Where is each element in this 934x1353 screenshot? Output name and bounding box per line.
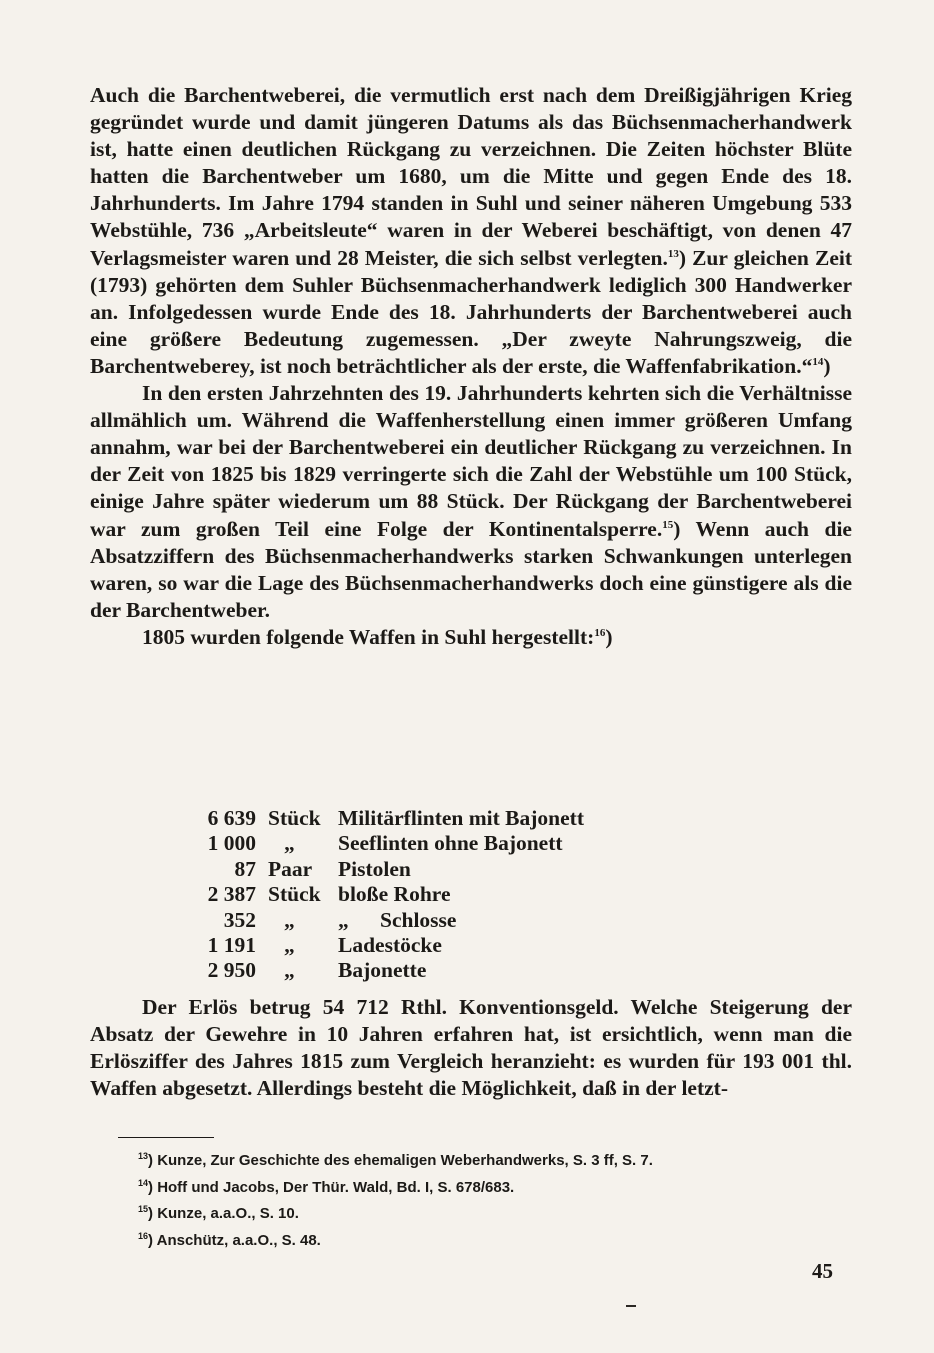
weapon-type: Bajonette [338, 958, 427, 983]
footnote-text: Anschütz, a.a.O., S. 48. [156, 1231, 321, 1249]
paragraph-revenue: Der Erlös betrug 54 712 Rthl. Konventionsgeld. Welche Steigerung der Absatz der Gewehre in 10 Jahren erfahren hat, ist ersichtlich, wenn man die Erlösziffer des Jahres 1815 zum Vergleich heranzieht: es wurden für 193 001 thl. Waffen abgesetzt. Allerdings besteht die Möglichkeit, daß in der letzt- [90, 995, 852, 1101]
weapon-unit: „ [284, 831, 295, 856]
footnote-ref[interactable]: 13 [667, 247, 679, 260]
print-mark [626, 1305, 636, 1307]
footnote-number: 14 [138, 1177, 149, 1188]
weapon-row [90, 882, 584, 907]
closing-text [90, 994, 852, 1102]
weapon-count: 1 000 [207, 831, 256, 856]
footnotes [138, 1148, 858, 1254]
footnote-text: Hoff und Jacobs, Der Thür. Wald, Bd. I, S. 678/683. [157, 1178, 515, 1196]
weapon-type: Pistolen [338, 856, 411, 881]
weapon-count: 1 191 [207, 932, 256, 957]
paragraph-weapons-intro: 1805 wurden folgende Waffen in Suhl hergestellt:$^{16}$) [142, 624, 613, 649]
footnote-number: 15 [138, 1204, 149, 1214]
paragraph-text: Zur gleichen Zeit (1793) gehörten dem Suhler Büchsenmacherhandwerk lediglich 300 Handwerker an. Infolgedessen wurde Ende des 18. Jahrhunderts der Barchentweberei auch eine größere Bedeutung zugemessen. „Der zweyte Nahrungszweig, die Barchentweberey, ist noch beträchtlicher als der erste, die Waffenfabrikation.“ [90, 245, 852, 378]
weapon-unit: „ [284, 907, 295, 932]
paragraph-text: Auch die Barchentweberei, die vermutlich erst nach dem Dreißigjährigen Krieg gegründet wurde und damit jüngeren Datums als das Büchsenmacherhandwerk ist, hatte einen deutlichen Rückgang zu verzeichnen. Die Zeiten höchster Blüte hatten die Barchentweber um 1680, um die Mitte und gegen Ende des 18. Jahrhunderts. Im Jahre 1794 standen in Suhl und seiner näheren Umgebung 533 Webstühle, 736 „Arbeitsleute“ waren in der Weberei beschäftigt, von denen 47 Verlagsmeister waren und 28 Meister, die sich selbst verlegten. [90, 83, 852, 270]
main-text [90, 82, 852, 651]
paragraph-barchentweberei: Auch die Barchentweberei, die vermutlich erst nach dem Dreißigjährigen Krieg gegründet wurde und damit jüngeren Datums als das Büchsenmacherhandwerk ist, hatte einen deutlichen Rückgang zu verzeichnen. Die Zeiten höchster Blüte hatten die Barchentweber um 1680, um die Mitte und gegen Ende des 18. Jahrhunderts. Im Jahre 1794 standen in Suhl und seiner näheren Umgebung 533 Webstühle, 736 „Arbeitsleute“ waren in der Weberei beschäftigt, von denen 47 Verlagsmeister waren und 28 Meister, die sich selbst verlegten.$^{13}$) Zur gleichen Zeit (1793) gehörten dem Suhler Büchsenmacherhandwerk lediglich 300 Handwerker an. Infolgedessen wurde Ende des 18. Jahrhunderts der Barchentweberei auch eine größere Bedeutung zugemessen. „Der zweyte Nahrungszweig, die Barchentweberey, ist noch beträchtlicher als der erste, die Waffenfabrikation.“$^{14}$) [90, 83, 852, 378]
footnote-number: 16 [138, 1230, 149, 1241]
weapon-count: 2 387 [207, 882, 256, 907]
weapon-count: 2 950 [207, 958, 256, 983]
weapon-type: bloße Rohre [338, 882, 451, 907]
weapon-count: 87 [234, 856, 256, 881]
footnote-item: $^{13}$) Kunze, Zur Geschichte des ehemaligen Weberhandwerks, S. 3 ff, S. 7. [138, 1151, 653, 1169]
weapon-row [90, 958, 584, 983]
weapon-row [90, 908, 584, 933]
weapons-list [90, 806, 584, 984]
ditto-mark: „ [338, 907, 349, 932]
weapon-row [90, 933, 584, 958]
footnote-item: $^{16}$) Anschütz, a.a.O., S. 48. [138, 1230, 321, 1249]
footnote-text: Kunze, Zur Geschichte des ehemaligen Weberhandwerks, S. 3 ff, S. 7. [157, 1152, 653, 1169]
weapon-type: Ladestöcke [338, 932, 442, 957]
footnote-divider [118, 1137, 214, 1138]
footnote-ref[interactable]: 14 [812, 355, 824, 368]
footnote-item: $^{14}$) Hoff und Jacobs, Der Thür. Wald, Bd. I, S. 678/683. [138, 1177, 515, 1196]
weapon-type: Seeflinten ohne Bajonett [338, 831, 563, 856]
weapon-type: Schlosse [380, 907, 457, 932]
footnote-ref[interactable]: 16 [594, 626, 606, 639]
footnote-text: Kunze, a.a.O., S. 10. [157, 1205, 299, 1222]
weapon-row [90, 831, 584, 856]
weapon-type: Militärflinten mit Bajonett [338, 806, 585, 830]
paragraph-text: Wenn auch die Absatzziffern des Büchsenmacherhandwerks starken Schwankungen unterlegen waren, so war die Lage des Büchsenmacherhandwerks doch eine günstigere als die der Barchentweber. [90, 516, 852, 622]
weapon-unit: Stück [268, 882, 321, 907]
paragraph-text: In den ersten Jahrzehnten des 19. Jahrhunderts kehrten sich die Verhältnisse allmählich um. Während die Waffenherstellung einen immer größeren Umfang annahm, war bei der Barchentweberei ein deutlicher Rückgang zu verzeichnen. In der Zeit von 1825 bis 1829 verringerte sich die Zahl der Webstühle um 100 Stück, einige Jahre später wiederum um 88 Stück. Der Rückgang der Barchentweberei war zum großen Teil eine Folge der Kontinentalsperre. [90, 381, 852, 541]
page-number: 45 [812, 1259, 833, 1283]
weapon-type-group [338, 908, 456, 933]
weapon-unit: „ [284, 932, 295, 957]
weapon-unit: „ [284, 958, 295, 983]
paragraph-text: 1805 wurden folgende Waffen in Suhl hergestellt: [142, 624, 595, 649]
weapon-count: 352 [223, 907, 256, 932]
weapon-unit: Stück [268, 806, 321, 830]
weapon-unit: Paar [268, 856, 313, 881]
weapon-row [90, 806, 584, 831]
paragraph-19th-century: In den ersten Jahrzehnten des 19. Jahrhunderts kehrten sich die Verhältnisse allmählich um. Während die Waffenherstellung einen immer größeren Umfang annahm, war bei der Barchentweberei ein deutlicher Rückgang zu verzeichnen. In der Zeit von 1825 bis 1829 verringerte sich die Zahl der Webstühle um 100 Stück, einige Jahre später wiederum um 88 Stück. Der Rückgang der Barchentweberei war zum großen Teil eine Folge der Kontinentalsperre.$^{15}$) Wenn auch die Absatzziffern des Büchsenmacherhandwerks starken Schwankungen unterlegen waren, so war die Lage des Büchsenmacherhandwerks doch eine günstigere als die der Barchentweber. [90, 381, 852, 622]
weapon-count: 6 639 [207, 806, 256, 830]
weapon-row [90, 857, 584, 882]
footnote-item: $^{15}$) Kunze, a.a.O., S. 10. [138, 1204, 299, 1222]
footnote-ref[interactable]: 15 [662, 518, 674, 531]
footnote-number: 13 [138, 1151, 149, 1161]
